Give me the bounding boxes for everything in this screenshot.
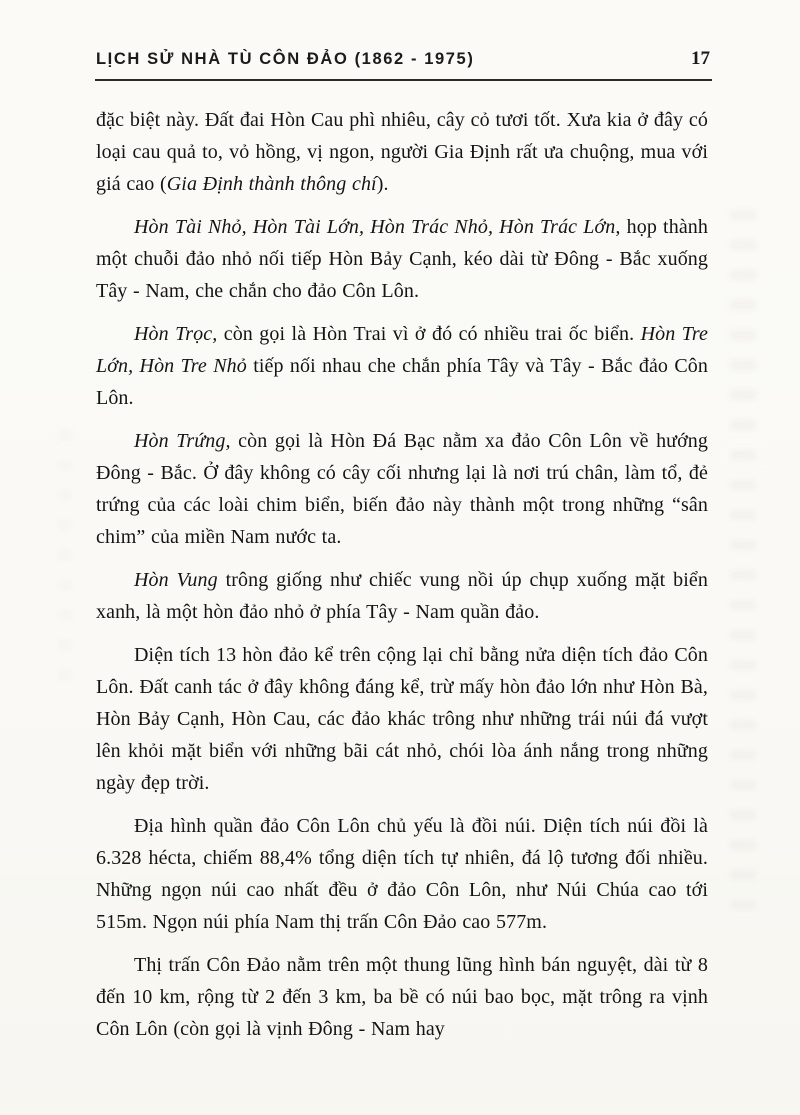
paragraph	[96, 425, 708, 553]
bleed-through-artifact	[58, 430, 72, 690]
page-body	[96, 104, 708, 1056]
italic-text-segment: Hòn Tre Lớn, Hòn Tre Nhỏ	[96, 323, 708, 377]
italic-text-segment: Hòn Trọc,	[134, 323, 218, 345]
text-segment: ).	[376, 173, 389, 195]
italic-text-segment: Hòn Trứng,	[134, 430, 231, 452]
text-segment: họp thành một chuỗi đảo nhỏ nối tiếp Hòn Bảy Cạnh, kéo dài từ Đông - Bắc xuống Tây - Nam, che chắn cho đảo Côn Lôn.	[96, 216, 708, 302]
paragraph	[96, 318, 708, 414]
text-segment: tiếp nối nhau che chắn phía Tây và Tây - Bắc đảo Côn Lôn.	[96, 355, 708, 409]
paragraph	[96, 104, 708, 200]
text-segment: Thị trấn Côn Đảo nằm trên một thung lũng hình bán nguyệt, dài từ 8 đến 10 km, rộng từ 2 đến 3 km, ba bề có núi bao bọc, mặt trông ra vịnh Côn Lôn (còn gọi là vịnh Đông - Nam hay	[96, 954, 708, 1040]
text-segment: còn gọi là Hòn Đá Bạc nằm xa đảo Côn Lôn về hướng Đông - Bắc. Ở đây không có cây cối nhưng lại là nơi trú chân, làm tổ, đẻ trứng của các loài chim biển, biến đảo này thành một trong những “sân chim” của miền Nam nước ta.	[96, 430, 708, 548]
text-segment: Địa hình quần đảo Côn Lôn chủ yếu là đồi núi. Diện tích núi đồi là 6.328 hécta, chiếm 88,4% tổng diện tích tự nhiên, đá lộ tương đối nhiều. Những ngọn núi cao nhất đều ở đảo Côn Lôn, như Núi Chúa cao tới 515m. Ngọn núi phía Nam thị trấn Côn Đảo cao 577m.	[96, 815, 708, 933]
bleed-through-artifact	[730, 210, 756, 910]
header-rule	[95, 79, 712, 81]
paragraph	[96, 810, 708, 938]
running-header-title: LỊCH SỬ NHÀ TÙ CÔN ĐẢO (1862 - 1975)	[96, 50, 475, 68]
italic-text-segment: Hòn Tài Nhỏ, Hòn Tài Lớn, Hòn Trác Nhỏ, Hòn Trác Lớn,	[134, 216, 621, 238]
paragraph	[96, 639, 708, 799]
paragraph	[96, 949, 708, 1045]
text-segment: đặc biệt này. Đất đai Hòn Cau phì nhiêu, cây cỏ tươi tốt. Xưa kia ở đây có loại cau quả to, vỏ hồng, vị ngon, người Gia Định rất ưa chuộng, mua với giá cao (	[96, 109, 708, 195]
text-segment: còn gọi là Hòn Trai vì ở đó có nhiều trai ốc biển.	[217, 323, 641, 345]
text-segment: Diện tích 13 hòn đảo kể trên cộng lại chỉ bằng nửa diện tích đảo Côn Lôn. Đất canh tác ở đây không đáng kể, trừ mấy hòn đảo lớn như Hòn Bà, Hòn Bảy Cạnh, Hòn Cau, các đảo khác trông như những trái núi đá vượt lên khỏi mặt biển với những bãi cát nhỏ, chói lòa ánh nắng trong những ngày đẹp trời.	[96, 644, 708, 794]
italic-text-segment: Hòn Vung	[134, 569, 218, 591]
paragraph	[96, 564, 708, 628]
page-header	[96, 48, 710, 70]
text-segment: trông giống như chiếc vung nồi úp chụp xuống mặt biển xanh, là một hòn đảo nhỏ ở phía Tây - Nam quần đảo.	[96, 569, 708, 623]
paragraph	[96, 211, 708, 307]
italic-text-segment: Gia Định thành thông chí	[166, 173, 377, 195]
page-number: 17	[691, 48, 710, 69]
